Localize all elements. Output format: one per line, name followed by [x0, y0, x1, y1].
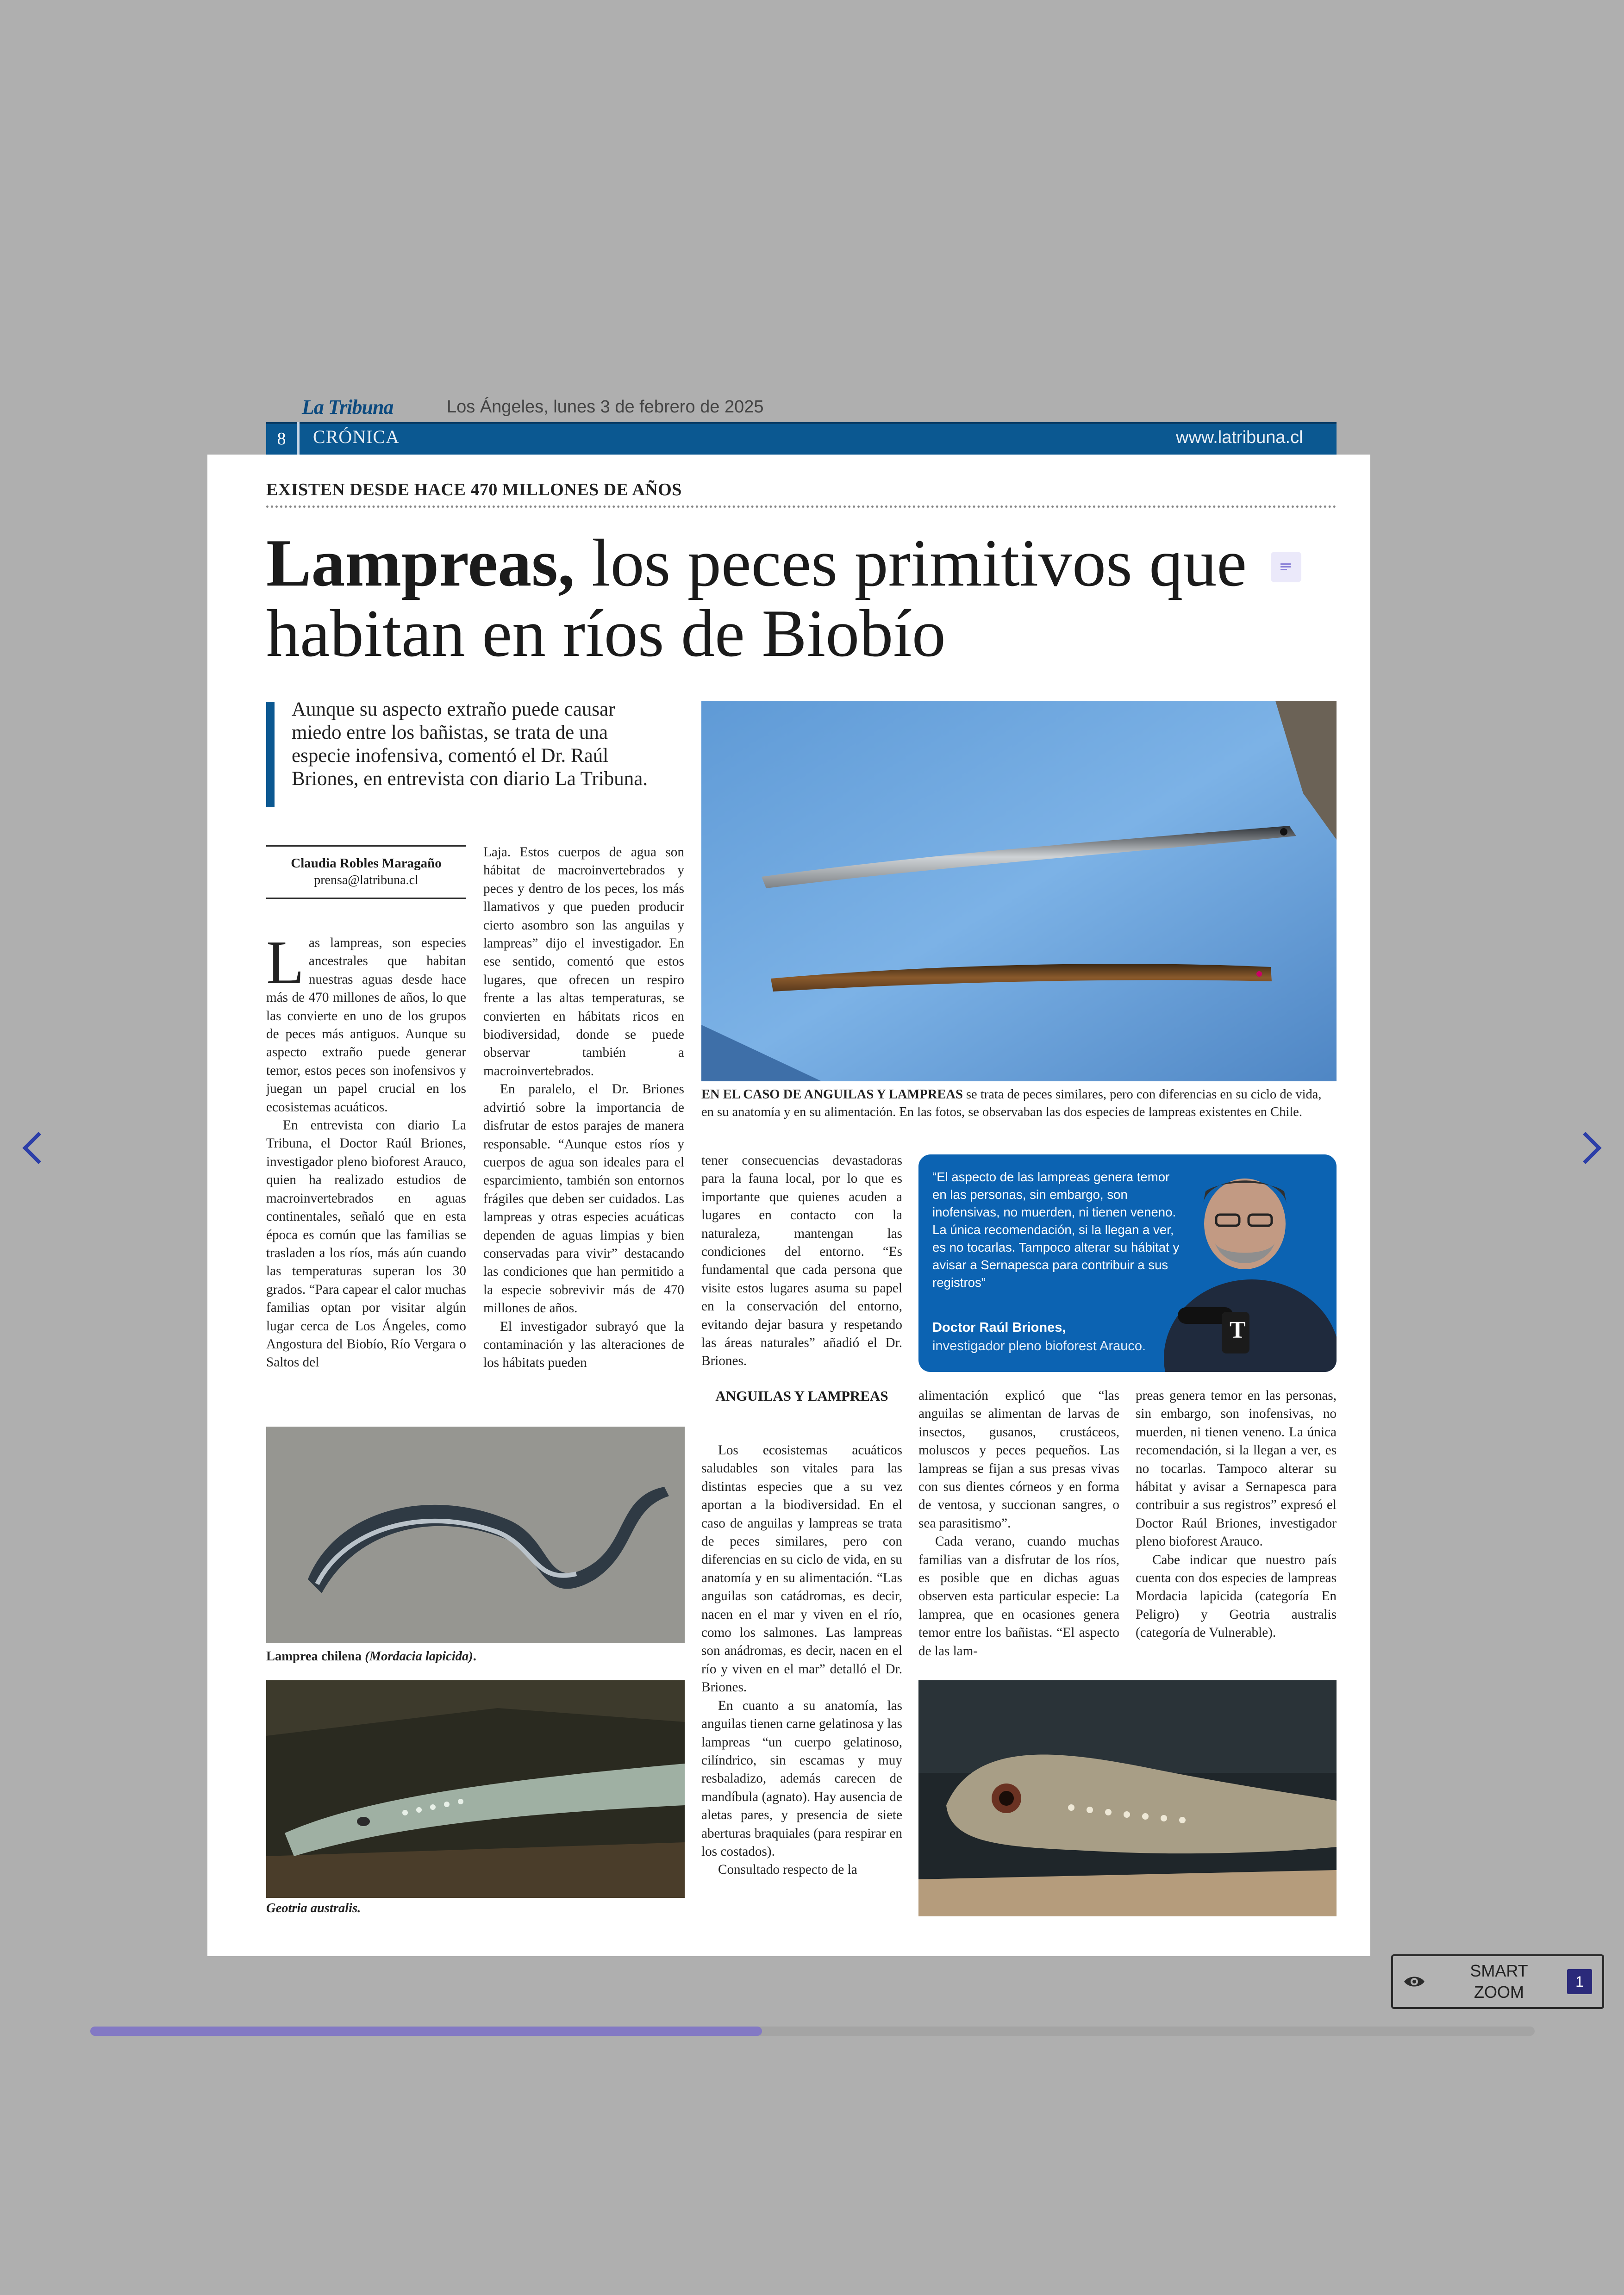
paragraph: Consultado respecto de la — [718, 1862, 857, 1877]
text-column-2 — [483, 843, 684, 1372]
paragraph: as lampreas, son especies ancestrales que habitan nuestras aguas desde hace más de 470 millones de años, lo que las convierte en uno de los grupos de peces más antiguos. Aunque su aspecto extraño puede generar temor, estos peces son inofensivos y juegan un papel crucial en los ecosistemas acuáticos. — [266, 935, 466, 1115]
comment-icon[interactable] — [1271, 552, 1301, 582]
eye-icon — [1403, 1974, 1431, 1989]
photo-lamprey-closeup — [918, 1680, 1337, 1916]
article-lead: Aunque su aspecto extraño puede causar miedo entre los bañistas, se trata de una especie inofensiva, comentó el Dr. Raúl Briones, en entrevista con diario La Tribuna. — [292, 698, 648, 790]
paragraph: Laja. Estos cuerpos de agua son hábitat de macroinvertebrados y peces y dentro de los peces, los más llamativos y que pueden producir cierto asombro son las anguilas y lampreas” dijo el investigador. En ese sentido, comentó que estos lugares, que ofrecen un respiro frente a las altas temperaturas, se convierten en hábitats ricos en biodiversidad, donde se puede observar también a macroinvertebrados. — [483, 845, 684, 1079]
previous-page-button[interactable] — [5, 1120, 60, 1176]
paragraph: En entrevista con diario La Tribuna, el Doctor Raúl Briones, investigador pleno bioforest Arauco, quien ha realizado estudios de macroinvertebrados en aguas continentales, señaló que en esta época es común que las familias se trasladen a los ríos, más aún cuando las temperaturas superan los 30 grados. “Para capear el calor muchas familias optan por visitar algún lugar cerca de Los Ángeles, como Angostura del Biobío, Río Vergara o Saltos del — [266, 1118, 466, 1370]
paragraph: Cada verano, cuando muchas familias van a disfrutar de los ríos, es posible que en dichas aguas observen esta particular especie: La lamprea, que en ocasiones genera temor entre los bañistas. “El aspecto de las lam- — [918, 1534, 1119, 1659]
next-page-button[interactable] — [1564, 1120, 1619, 1176]
photo-geotria-australis — [266, 1680, 685, 1898]
section-name: CRÓNICA — [313, 426, 400, 447]
newspaper-url: www.latribuna.cl — [1176, 428, 1303, 447]
issue-date: Los Ángeles, lunes 3 de febrero de 2025 — [447, 397, 764, 417]
photo-mordacia-lapicida — [266, 1427, 685, 1643]
reading-progress-bar[interactable] — [90, 2027, 1535, 2036]
author-name: Claudia Robles Maragaño — [291, 856, 442, 871]
main-photo-caption — [701, 1086, 1337, 1121]
photo-two-lampreas — [701, 701, 1337, 1081]
text-column-4 — [918, 1387, 1119, 1660]
author-email: prensa@latribuna.cl — [314, 873, 418, 887]
mordacia-caption — [266, 1648, 685, 1665]
text-column-3 — [701, 1441, 902, 1879]
caption-species: Geotria australis. — [266, 1901, 361, 1915]
lead-accent-bar — [266, 702, 275, 807]
caption-prefix: Lamprea chilena — [266, 1649, 365, 1664]
article-headline — [266, 525, 1285, 671]
paragraph: En paralelo, el Dr. Briones advirtió sobre la importancia de disfrutar de estos parajes de manera responsable. “Aunque estos ríos y cuerpos de agua son ideales para el esparcimiento, también son entornos frágiles que deben ser cuidados. Las lampreas y otras especies acuáticas dependen de aguas limpias y bien conservadas para vivir” destacando las condiciones que han permitido a la especie sobrevivir más de 470 millones de años. — [483, 1082, 684, 1316]
smart-zoom-badge: 1 — [1567, 1969, 1592, 1994]
article-kicker: EXISTEN DESDE HACE 470 MILLONES DE AÑOS — [266, 480, 682, 499]
text-column-1 — [266, 928, 466, 1372]
paragraph: Cabe indicar que nuestro país cuenta con dos especies de lampreas Mordacia lapicida (categoría En Peligro) y Geotria australis (categoría de Vulnerable). — [1136, 1552, 1337, 1640]
chevron-left-icon — [19, 1129, 45, 1166]
pull-quote-role: investigador pleno bioforest Arauco. — [932, 1339, 1146, 1353]
text-column-5 — [1136, 1387, 1337, 1642]
newspaper-logo: La Tribuna — [302, 396, 394, 418]
byline — [266, 845, 466, 899]
geotria-caption — [266, 1900, 685, 1917]
svg-text:T: T — [1230, 1317, 1246, 1343]
smart-zoom-button[interactable] — [1391, 1954, 1604, 2009]
text-column-3-top — [701, 1152, 902, 1371]
paragraph: tener consecuencias devastadoras para la fauna local, por lo que es importante que quienes acuden a lugares en contacto con la naturaleza, mantengan las condiciones del entorno. “Es fundamental que cada persona que visite estos lugares asuma su papel en la conservación del entorno, evitando dejar basura y respetando las áreas naturales” añadió el Dr. Briones. — [701, 1153, 902, 1369]
drop-cap: L — [266, 928, 304, 997]
chevron-right-icon — [1579, 1129, 1605, 1166]
headline-rest: los peces primitivos que habitan en ríos de Biobío — [266, 525, 1247, 671]
paragraph: Los ecosistemas acuáticos saludables son vitales para las distintas especies que a su vez aportan a la biodiversidad. En el caso de anguilas y lampreas se trata de peces similares, pero con diferencias en su ciclo de vida, en su anatomía y en su alimentación. “Las anguilas son catádromas, es decir, nacen en el mar y viven en el río, como los salmones. Las lampreas son anádromas, es decir, nacen en el río y viven en el mar” detalló el Dr. Briones. — [701, 1443, 902, 1695]
paragraph: En cuanto a su anatomía, las anguilas tienen carne gelatinosa y las lampreas “un cuerpo gelatinoso, cilíndrico, sin escamas y muy resbaladizo, además carecen de mandíbula (agnato). Hay ausencia de aletas pares, y presencia de siete aberturas braquiales (para respirar en los costados). — [701, 1698, 902, 1859]
kicker-divider — [266, 505, 1337, 508]
paragraph: preas genera temor en las personas, sin embargo, son inofensivas, no muerden, ni tienen veneno. La única recomendación, si la llegan a ver, es no tocarlas. Tampoco alterar su hábitat y avisar a Sernapesca para contribuir a sus registros” expresó el Doctor Raúl Briones, investigador pleno bioforest Arauco. — [1136, 1388, 1337, 1549]
caption-text: se trata de peces similares, pero con diferencias en su ciclo de vida, en su anatomía y en su alimentación. En las fotos, se observaban las dos especies de lampreas existentes en Chile. — [701, 1087, 1322, 1119]
reading-progress-fill — [90, 2027, 762, 2036]
section-subhead: ANGUILAS Y LAMPREAS — [715, 1388, 888, 1404]
paragraph: alimentación explicó que “las anguilas se alimentan de larvas de insectos, gusanos, crustáceos, moluscos y peces pequeños. Las lampreas se fijan a sus presas vivas con sus dientes córneos y en forma de ventosa, y succionan sangres, o sea parasitismo”. — [918, 1388, 1119, 1531]
smart-zoom-label: SMART ZOOM — [1470, 1961, 1528, 2002]
pull-quote-name: Doctor Raúl Briones, — [932, 1320, 1066, 1335]
paragraph: El investigador subrayó que la contaminación y las alteraciones de los hábitats pueden — [483, 1319, 684, 1371]
page-number: 8 — [266, 422, 300, 455]
caption-suffix: . — [473, 1649, 476, 1664]
headline-bold: Lampreas, — [266, 525, 575, 600]
pull-quote-text: “El aspecto de las lampreas genera temor en las personas, sin embargo, son inofensivas, no muerden, ni tienen veneno. La única recomendación, si la llegan a ver, es no tocarlas. Tampoco alterar su hábitat y avisar a Sernapesca para contribuir a sus registros” — [932, 1170, 1180, 1290]
caption-species: (Mordacia lapicida) — [365, 1649, 473, 1664]
caption-lead: EN EL CASO DE ANGUILAS Y LAMPREAS — [701, 1087, 963, 1102]
